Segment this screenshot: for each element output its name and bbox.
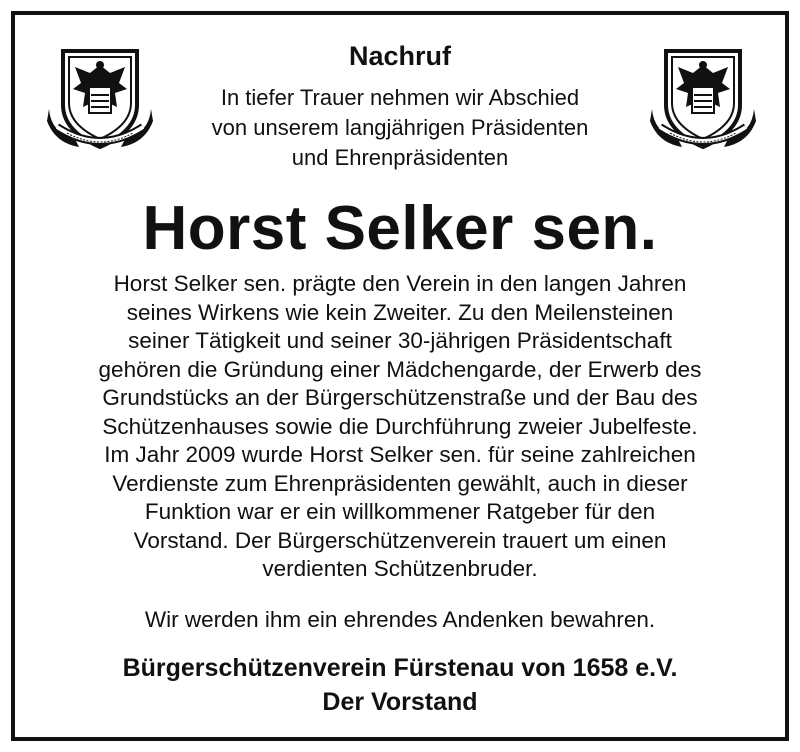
tribute-line: Funktion war er ein willkommener Ratgeber für den — [144, 499, 656, 524]
tribute-line: verdienten Schützenbruder. — [262, 556, 538, 581]
signature-block — [15, 651, 785, 719]
tribute-line: gehören die Gründung einer Mädchengarde, der Erwerb des — [98, 356, 702, 382]
tribute-line: Schützenhauses sowie die Durchführung zweier Jubelfeste. — [102, 413, 698, 439]
obituary-content — [15, 15, 785, 737]
tribute-line: Vorstand. Der Bürgerschützenverein trauert um einen — [133, 527, 667, 553]
intro-line: von unserem langjährigen Präsidenten — [211, 115, 589, 140]
intro-text — [135, 83, 665, 173]
tribute-line: Horst Selker sen. prägte den Verein in den langen Jahren — [113, 271, 687, 296]
signature-organization: Bürgerschützenverein Fürstenau von 1658 e.V. — [122, 654, 678, 682]
signature-board: Der Vorstand — [322, 688, 478, 716]
tribute-line: seiner Tätigkeit und seiner 30-jährigen Präsidentschaft — [128, 328, 672, 353]
tribute-line: Verdienste zum Ehrenpräsidenten gewählt, auch in dieser — [112, 470, 688, 496]
closing-line: Wir werden ihm ein ehrendes Andenken bewahren. — [144, 607, 656, 632]
tribute-text — [35, 270, 765, 584]
obituary-heading: Nachruf — [348, 41, 451, 71]
obituary-frame — [11, 11, 789, 741]
intro-line: In tiefer Trauer nehmen wir Abschied — [220, 85, 580, 110]
intro-line: und Ehrenpräsidenten — [291, 145, 509, 170]
tribute-line: Im Jahr 2009 wurde Horst Selker sen. für seine zahlreichen — [104, 442, 696, 467]
tribute-line: seines Wirkens wie kein Zweiter. Zu den Meilensteinen — [126, 299, 674, 325]
tribute-line: Grundstücks an der Bürgerschützenstraße und der Bau des — [102, 385, 698, 410]
deceased-name: Horst Selker sen. — [142, 194, 658, 263]
